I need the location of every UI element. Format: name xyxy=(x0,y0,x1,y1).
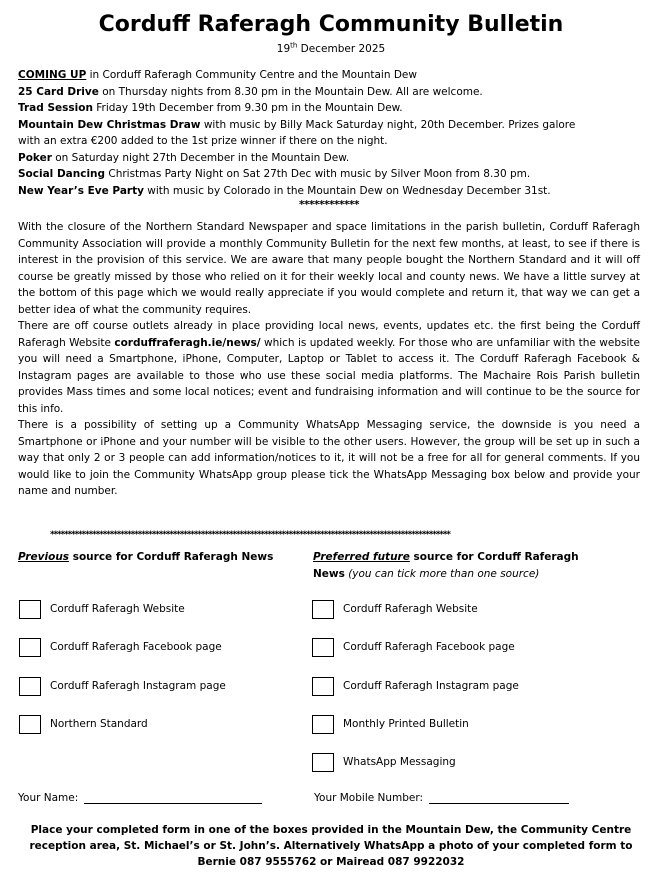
bulletin-body xyxy=(18,219,640,500)
mobile-input-line[interactable] xyxy=(429,791,569,804)
event-details: Christmas Party Night on Sat 27th Dec with music by Silver Moon from 8.30 pm. xyxy=(105,168,531,180)
name-input-line[interactable] xyxy=(84,791,262,804)
option-label: Corduff Raferagh Facebook page xyxy=(343,641,515,653)
preferred-note: (you can tick more than one source) xyxy=(344,567,540,580)
previous-rest: source for Corduff Raferagh News xyxy=(69,551,274,563)
paragraph-whatsapp: There is a possibility of setting up a Community WhatsApp Messaging service, the downside is you need a Smartphone or iPhone and your number will be visible to the other users. However, the group will be set up in such a way that only 2 or 3 people can add information/notices to it, it will not be a free for all for general comments. If you would like to join the Community WhatsApp group please tick the WhatsApp Messaging box below and provide your name and number. xyxy=(18,419,640,497)
checkbox[interactable] xyxy=(19,677,41,696)
event-details: with an extra €200 added to the 1st prize winner if there on the night. xyxy=(18,135,388,147)
option-preferred-instagram[interactable] xyxy=(312,675,519,697)
event-details: with music by Colorado in the Mountain Dew on Wednesday December 31st. xyxy=(143,184,551,197)
preferred-rest: source for Corduff Raferagh xyxy=(409,551,579,563)
checkbox[interactable] xyxy=(19,600,41,619)
event-item xyxy=(18,166,640,183)
previous-source-heading xyxy=(18,549,308,566)
preferred-rest2: News xyxy=(313,567,345,580)
option-preferred-printed-bulletin[interactable] xyxy=(312,713,469,735)
name-field[interactable] xyxy=(18,791,262,804)
preferred-emph: Preferred future xyxy=(313,551,410,563)
event-details: Friday 19th December from 9.30 pm in the Mountain Dew. xyxy=(92,102,403,114)
option-previous-instagram[interactable] xyxy=(19,675,226,697)
outlets-text-cont: which is updated weekly. For those who are unfamiliar with the website you will need a Smartphone, iPhone, Computer, Laptop or Tablet to access it. The Corduff Raferagh Facebook & Instagram pages are available to those who use these social media platforms. The Machaire Rois Parish bulletin provides Mass times and some local notices; event and fundraising information and will continue to be the source for this info. xyxy=(18,336,640,415)
option-label: Corduff Raferagh Instagram page xyxy=(343,680,519,692)
checkbox[interactable] xyxy=(312,753,334,772)
option-preferred-whatsapp[interactable] xyxy=(312,751,456,773)
option-label: WhatsApp Messaging xyxy=(343,756,456,768)
checkbox[interactable] xyxy=(19,715,41,734)
events-intro xyxy=(18,67,640,84)
checkbox[interactable] xyxy=(19,638,41,657)
bulletin-title: Corduff Raferagh Community Bulletin xyxy=(98,12,564,37)
event-name: New Year’s Eve Party xyxy=(18,184,144,197)
option-previous-facebook[interactable] xyxy=(19,636,222,658)
mobile-field[interactable] xyxy=(314,791,569,804)
option-preferred-website[interactable] xyxy=(312,598,478,620)
website-link[interactable]: corduffraferagh.ie/news/ xyxy=(114,336,261,349)
option-previous-website[interactable] xyxy=(19,598,185,620)
event-name: 25 Card Drive xyxy=(18,85,99,98)
checkbox[interactable] xyxy=(312,638,334,657)
events-intro-text: in Corduff Raferagh Community Centre and the Mountain Dew xyxy=(86,69,417,81)
option-label: Corduff Raferagh Facebook page xyxy=(50,641,222,653)
date-day: 19 xyxy=(276,43,291,55)
option-preferred-facebook[interactable] xyxy=(312,636,515,658)
checkbox[interactable] xyxy=(312,600,334,619)
option-label: Corduff Raferagh Instagram page xyxy=(50,680,226,692)
date-suffix: th xyxy=(290,41,298,50)
event-name: Trad Session xyxy=(18,102,93,114)
paragraph-outlets xyxy=(18,318,640,417)
event-item xyxy=(18,183,640,200)
event-item xyxy=(18,100,640,117)
event-item xyxy=(18,117,640,134)
event-details: on Thursday nights from 8.30 pm in the Mountain Dew. All are welcome. xyxy=(98,85,483,98)
event-name: Mountain Dew Christmas Draw xyxy=(18,118,201,131)
outlets-text: There are off course outlets already in place providing local news, events, updates etc. the first being the Corduff Raferagh Website xyxy=(18,320,640,349)
event-name: Poker xyxy=(18,151,52,164)
event-name: Social Dancing xyxy=(18,168,106,180)
form-divider: ****************************************************************************************************************** xyxy=(50,530,450,540)
option-label: Corduff Raferagh Website xyxy=(50,603,185,615)
bulletin-date xyxy=(0,43,662,55)
name-label: Your Name: xyxy=(18,792,79,804)
event-item xyxy=(18,150,640,167)
paragraph-intro: With the closure of the Northern Standard Newspaper and space limitations in the parish bulletin, Corduff Raferagh Community Association will provide a monthly Community Bulletin for the next few months, at least, to see if there is interest in the provision of this service. We are aware that many people bought the Northern Standard and it will off course be greatly missed by those who relied on it for their weekly local and county news. We have a little survey at the bottom of this page which we would really appreciate if you would complete and return it, that way we can get a better idea of what the community requires. xyxy=(18,221,640,316)
event-item xyxy=(18,133,640,150)
section-separator: ************ xyxy=(299,199,359,211)
option-label: Northern Standard xyxy=(50,718,148,730)
option-label: Monthly Printed Bulletin xyxy=(343,718,469,730)
event-details: on Saturday night 27th December in the Mountain Dew. xyxy=(51,151,350,164)
previous-emph: Previous xyxy=(18,551,70,563)
event-details: with music by Billy Mack Saturday night, 20th December. Prizes galore xyxy=(200,118,576,131)
events-intro-heading: COMING UP xyxy=(18,69,87,81)
option-previous-northern-standard[interactable] xyxy=(19,713,148,735)
return-instructions: Place your completed form in one of the boxes provided in the Mountain Dew, the Community Centre reception area, St. Michael’s or St. John’s. Alternatively WhatsApp a photo of your completed form to Bernie 087 9555762 or Mairead 087 9922032 xyxy=(29,824,633,868)
preferred-source-heading xyxy=(313,549,613,582)
mobile-label: Your Mobile Number: xyxy=(314,792,424,804)
option-label: Corduff Raferagh Website xyxy=(343,603,478,615)
checkbox[interactable] xyxy=(312,715,334,734)
events-list xyxy=(18,67,640,211)
event-item xyxy=(18,84,640,101)
date-rest: December 2025 xyxy=(297,43,386,55)
checkbox[interactable] xyxy=(312,677,334,696)
